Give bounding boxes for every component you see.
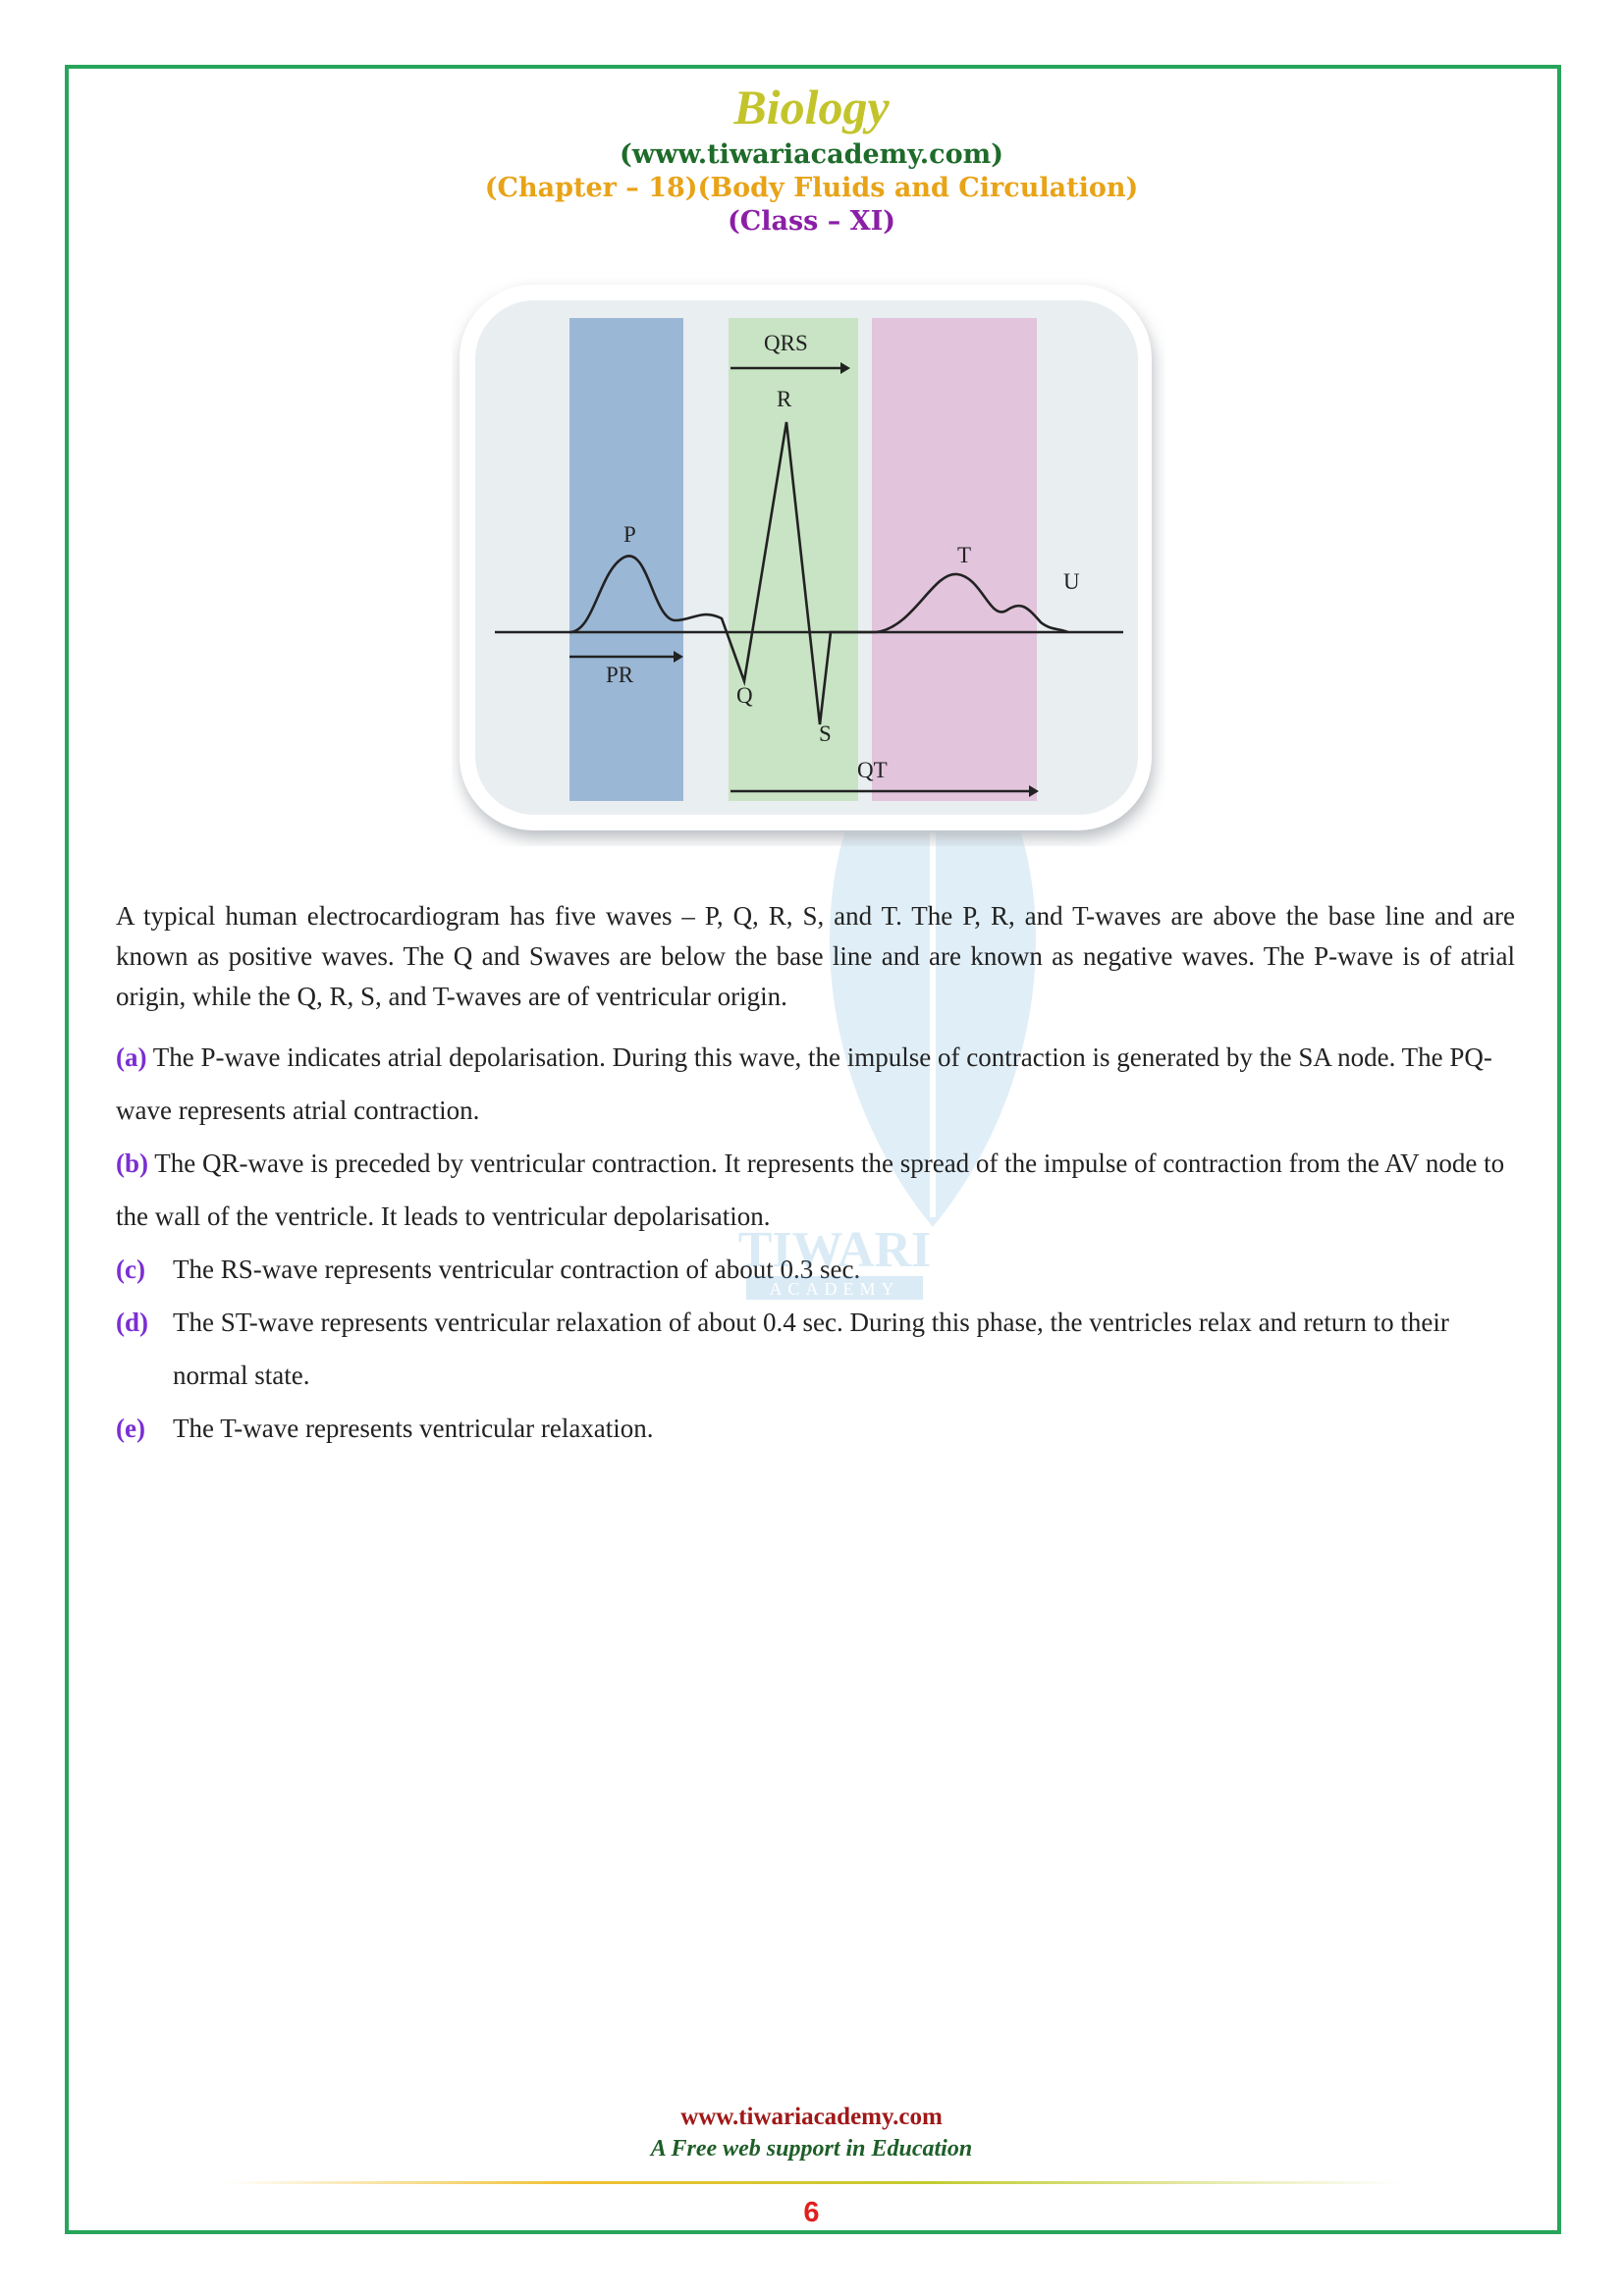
label-p: P [623,522,636,547]
list-item [116,1296,1515,1402]
page-title: Biology [733,80,890,134]
header-class: (Class – XI) [727,206,896,237]
p-band [569,318,683,801]
item-tag: (c) [116,1255,145,1284]
header-chapter: (Chapter – 18)(Body Fluids and Circulation) [484,173,1139,203]
ecg-figure [452,277,1165,846]
label-r: R [777,387,792,411]
list-item [116,1031,1515,1137]
label-pr: PR [606,663,634,687]
t-band [872,318,1037,801]
intro-paragraph: A typical human electrocardiogram has five waves – P, Q, R, S, and T. The P, R, and T-waves are above the base line and are known as positive waves. The Q and Swaves are below the base line and are known as negative waves. The P-wave is of atrial origin, while the Q, R, S, and T-waves are of ventricular origin. [116,901,1515,1011]
ecg-diagram [452,277,1165,846]
item-text: The T-wave represents ventricular relaxation. [173,1414,654,1443]
label-q: Q [736,683,753,708]
item-text: The ST-wave represents ventricular relaxation of about 0.4 sec. During this phase, the ventricles relax and return to their normal state. [173,1308,1449,1390]
label-u: U [1063,569,1080,594]
qrs-band [729,318,858,801]
label-t: T [957,543,972,567]
item-tag: (d) [116,1308,148,1337]
watermark-line1: TIWARI [737,1222,932,1278]
item-tag: (e) [116,1414,145,1443]
header-site: (www.tiwariacademy.com) [620,139,1003,170]
list-item [116,1402,1515,1455]
page-number: 6 [803,2197,820,2228]
watermark-line2: ACADEMY [769,1279,900,1299]
academy-watermark [677,1217,992,1306]
footer-site[interactable]: www.tiwariacademy.com [680,2104,943,2130]
footer-divider [224,2181,1402,2184]
label-s: S [819,721,832,746]
item-tag: (a) [116,1042,147,1072]
item-text: The P-wave indicates atrial depolarisation. During this wave, the impulse of contraction is generated by the SA node. The PQ-wave represents atrial contraction. [116,1042,1492,1125]
label-qrs: QRS [764,331,808,355]
label-qt: QT [857,758,888,782]
item-text: The QR-wave is preceded by ventricular contraction. It represents the spread of the impulse of contraction from the AV node to the wall of the ventricle. It leads to ventricular depolarisation. [116,1148,1505,1231]
item-tag: (b) [116,1148,148,1178]
item-text: The RS-wave represents ventricular contraction of about 0.3 sec. [173,1255,861,1284]
footer-tagline: A Free web support in Education [650,2136,973,2162]
